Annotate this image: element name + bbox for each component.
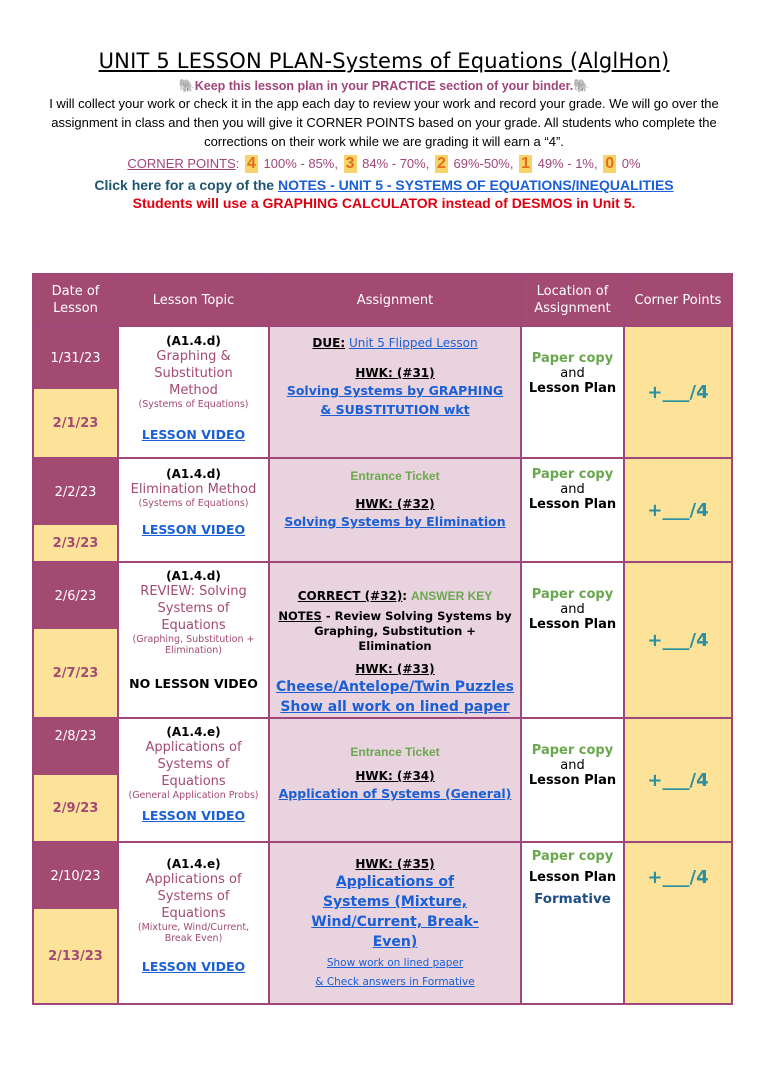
- date-cell: [33, 718, 118, 842]
- corner-points-cell: +___/4: [624, 842, 732, 1004]
- flipped-lesson-link[interactable]: Unit 5 Flipped Lesson: [348, 336, 478, 350]
- topic-title: Elimination Method: [130, 482, 257, 497]
- header-assignment: Assignment: [269, 274, 521, 326]
- topic-subtitle: (Mixture, Wind/Current, Break Even): [137, 922, 250, 944]
- date-start: 1/31/23: [34, 327, 117, 389]
- lesson-video-link[interactable]: LESSON VIDEO: [141, 522, 246, 537]
- assignment-cell: [269, 718, 521, 842]
- table-header-row: [33, 274, 732, 326]
- standard: (A1.4.d): [166, 569, 221, 583]
- hwk-link-lined-paper[interactable]: Show all work on lined paper: [280, 699, 510, 715]
- calculator-note: Students will use a GRAPHING CALCULATOR instead of DESMOS in Unit 5.: [132, 195, 636, 211]
- elephant-icon: 🐘: [573, 78, 590, 93]
- lined-paper-link[interactable]: Show work on lined paper: [326, 957, 464, 969]
- lesson-video-link[interactable]: LESSON VIDEO: [141, 427, 246, 442]
- correct-line: CORRECT (#32): ANSWER KEY: [297, 589, 493, 603]
- standard: (A1.4.d): [166, 334, 221, 348]
- formative-text: Formative: [534, 891, 611, 907]
- topic-subtitle: (Graphing, Substitution + Elimination): [132, 634, 255, 656]
- header-points: Corner Points: [624, 274, 732, 326]
- date-start: 2/8/23: [34, 719, 117, 775]
- due-line: DUE: Unit 5 Flipped Lesson: [312, 336, 478, 350]
- header-date: Date of Lesson: [33, 274, 118, 326]
- date-start: 2/10/23: [34, 843, 117, 909]
- notes-review: NOTES - Review Solving Systems by Graphing, Substitution + Elimination: [278, 609, 512, 653]
- lesson-plan-text: Lesson Plan: [528, 773, 617, 788]
- topic-cell: [118, 562, 269, 718]
- date-cell: [33, 326, 118, 458]
- topic-cell: [118, 718, 269, 842]
- standard: (A1.4.d): [166, 467, 221, 481]
- location-cell: [521, 718, 624, 842]
- header-topic: Lesson Topic: [118, 274, 269, 326]
- hwk-label: HWK: (#32): [355, 497, 435, 511]
- location-cell: [521, 326, 624, 458]
- formative-check-link[interactable]: & Check answers in Formative: [315, 976, 475, 988]
- hwk-link[interactable]: Applications of Systems (Mixture, Wind/Current, Break-Even): [311, 874, 479, 950]
- assignment-cell: [269, 458, 521, 562]
- keep-note: 🐘Keep this lesson plan in your PRACTICE section of your binder.🐘: [178, 78, 590, 93]
- date-end: 2/3/23: [34, 525, 117, 561]
- corner-points-cell: +___/4: [624, 718, 732, 842]
- table-row: [33, 842, 732, 1004]
- entrance-ticket: Entrance Ticket: [350, 469, 440, 483]
- and-text: and: [560, 366, 585, 381]
- date-start: 2/2/23: [34, 459, 117, 525]
- paper-copy: Paper copy: [531, 743, 614, 758]
- corner-points-cell: +___/4: [624, 326, 732, 458]
- paper-copy: Paper copy: [531, 587, 614, 602]
- instructions-paragraph: I will collect your work or check it in the app each day to review your work and record your grade. We will go over the assignment in class and then you will give it CORNER POINTS based on your grade. All students who complete the corrections on their work while we are grading it will earn a “4”.: [49, 96, 719, 149]
- corner-points-cell: +___/4: [624, 458, 732, 562]
- header-location: Location of Assignment: [521, 274, 624, 326]
- standard: (A1.4.e): [166, 725, 221, 739]
- answer-key-link[interactable]: ANSWER KEY: [410, 589, 493, 603]
- page-title: UNIT 5 LESSON PLAN-Systems of Equations (AlglHon): [98, 49, 670, 73]
- date-cell: [33, 458, 118, 562]
- location-cell: [521, 562, 624, 718]
- no-lesson-video: NO LESSON VIDEO: [129, 676, 258, 691]
- topic-subtitle: (Systems of Equations): [138, 399, 249, 410]
- lesson-plan-text: Lesson Plan: [528, 617, 617, 632]
- hwk-link[interactable]: Solving Systems by GRAPHING & SUBSTITUTION wkt: [286, 383, 504, 417]
- lesson-plan-text: Lesson Plan: [528, 870, 617, 885]
- assignment-cell: [269, 562, 521, 718]
- hwk-label: HWK: (#35): [355, 857, 435, 871]
- topic-subtitle: (General Application Probs): [128, 790, 259, 801]
- hwk-link[interactable]: Application of Systems (General): [278, 786, 512, 801]
- corner-points-scale: CORNER POINTS: 4 100% - 85%, 3 84% - 70%, 2 69%-50%, 1 49% - 1%, 0 0%: [127, 155, 641, 172]
- and-text: and: [560, 602, 585, 617]
- table-row: [33, 562, 732, 718]
- and-text: and: [560, 482, 585, 497]
- and-text: and: [560, 758, 585, 773]
- paper-copy: Paper copy: [531, 849, 614, 864]
- hwk-link[interactable]: Cheese/Antelope/Twin Puzzles: [276, 679, 514, 695]
- paper-copy: Paper copy: [531, 467, 614, 482]
- topic-title: Applications of Systems of Equations: [145, 872, 242, 921]
- topic-cell: [118, 458, 269, 562]
- assignment-cell: [269, 842, 521, 1004]
- date-end: 2/1/23: [34, 389, 117, 457]
- topic-cell: [118, 326, 269, 458]
- lesson-plan-text: Lesson Plan: [528, 497, 617, 512]
- elephant-icon: 🐘: [178, 78, 195, 93]
- lesson-video-link[interactable]: LESSON VIDEO: [141, 808, 246, 823]
- date-end: 2/9/23: [34, 775, 117, 841]
- topic-cell: [118, 842, 269, 1004]
- notes-link[interactable]: NOTES - UNIT 5 - SYSTEMS OF EQUATIONS/INEQUALITIES: [277, 177, 674, 193]
- hwk-label: HWK: (#31): [355, 366, 435, 380]
- topic-title: Graphing & Substitution Method: [154, 349, 233, 398]
- table-row: [33, 718, 732, 842]
- date-cell: [33, 562, 118, 718]
- hwk-label: HWK: (#34): [355, 769, 435, 783]
- standard: (A1.4.e): [166, 857, 221, 871]
- lesson-plan-table: [32, 273, 733, 1005]
- topic-title: REVIEW: Solving Systems of Equations: [140, 584, 247, 633]
- date-end: 2/7/23: [34, 629, 117, 717]
- hwk-link[interactable]: Solving Systems by Elimination: [284, 514, 506, 529]
- date-cell: [33, 842, 118, 1004]
- date-start: 2/6/23: [34, 563, 117, 629]
- topic-title: Applications of Systems of Equations: [145, 740, 242, 789]
- table-row: [33, 326, 732, 458]
- paper-copy: Paper copy: [531, 351, 614, 366]
- corner-points-cell: +___/4: [624, 562, 732, 718]
- assignment-cell: [269, 326, 521, 458]
- notes-line: Click here for a copy of the NOTES - UNIT 5 - SYSTEMS OF EQUATIONS/INEQUALITIES: [94, 177, 674, 193]
- table-row: [33, 458, 732, 562]
- hwk-label: HWK: (#33): [355, 662, 435, 676]
- date-end: 2/13/23: [34, 909, 117, 1003]
- entrance-ticket: Entrance Ticket: [350, 745, 440, 759]
- location-cell: [521, 842, 624, 1004]
- location-cell: [521, 458, 624, 562]
- lesson-video-link[interactable]: LESSON VIDEO: [141, 959, 246, 974]
- lesson-plan-text: Lesson Plan: [528, 381, 617, 396]
- topic-subtitle: (Systems of Equations): [138, 498, 249, 509]
